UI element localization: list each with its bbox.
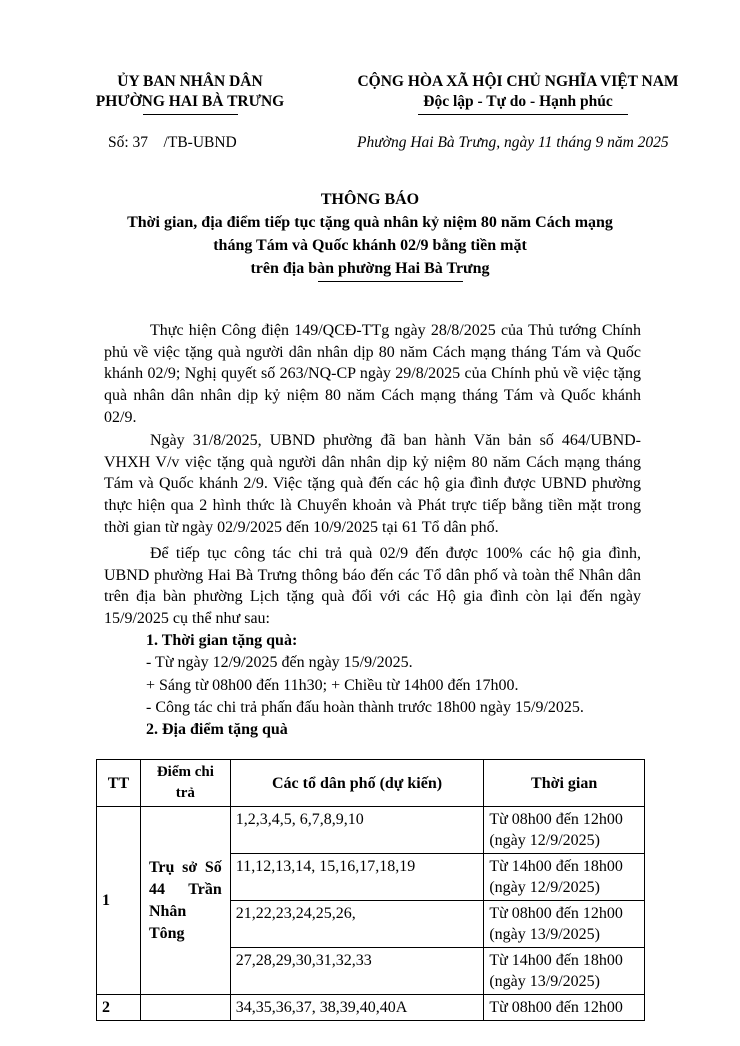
- row-number: 1: [97, 807, 141, 995]
- subject-line-3: trên địa bàn phường Hai Bà Trưng: [250, 260, 490, 277]
- header-tt: TT: [97, 760, 141, 807]
- time-cell: Từ 08h00 đến 12h00: [484, 995, 645, 1021]
- groups-cell: 11,12,13,14, 15,16,17,18,19: [230, 854, 484, 901]
- place-date: Phường Hai Bà Trưng, ngày 11 tháng 9 năm 2025: [357, 134, 669, 151]
- header-time: Thời gian: [484, 760, 645, 807]
- authority-line-1: ỦY BAN NHÂN DÂN: [117, 73, 263, 90]
- national-motto: Độc lập - Tự do - Hạnh phúc: [423, 93, 613, 110]
- groups-cell: 34,35,36,37, 38,39,40,40A: [230, 995, 484, 1021]
- title-underline: [318, 281, 463, 282]
- row-number: 2: [97, 995, 141, 1021]
- header-location: Điểm chi trả: [140, 760, 230, 807]
- section-1-item-2: + Sáng từ 08h00 đến 11h30; + Chiều từ 14h00 đến 17h00.: [146, 677, 519, 694]
- section-2-heading: 2. Địa điểm tặng quà: [146, 721, 288, 738]
- groups-cell: 1,2,3,4,5, 6,7,8,9,10: [230, 807, 484, 854]
- national-heading: [318, 72, 718, 112]
- time-cell: Từ 08h00 đến 12h00 (ngày 13/9/2025): [484, 901, 645, 948]
- subject-line-1: Thời gian, địa điểm tiếp tục tặng quà nhân kỷ niệm 80 năm Cách mạng: [127, 214, 613, 231]
- national-line-1: CỘNG HÒA XÃ HỘI CHỦ NGHĨA VIỆT NAM: [357, 73, 679, 90]
- issuing-authority: [70, 72, 310, 112]
- paragraph-3: Để tiếp tục công tác chi trả quà 02/9 đến được 100% các hộ gia đình, UBND phường Hai Bà Trưng thông báo đến các Tổ dân phố và toàn thể Nhân dân trên địa bàn phường Lịch tặng quà đối với các Hộ gia đình còn lại đến ngày 15/9/2025 cụ thể như sau:: [104, 545, 641, 628]
- time-cell: Từ 14h00 đến 18h00 (ngày 13/9/2025): [484, 948, 645, 995]
- section-1-item-3: - Công tác chi trả phấn đấu hoàn thành trước 18h00 ngày 15/9/2025.: [146, 699, 584, 716]
- paragraph-2: Ngày 31/8/2025, UBND phường đã ban hành Văn bản số 464/UBND-VHXH V/v việc tặng quà người dân nhân dịp kỷ niệm 80 năm Cách mạng tháng Tám và Quốc khánh 2/9. Việc tặng quà đến các hộ gia đình được UBND phường thực hiện qua 2 hình thức là Chuyển khoản và Phát trực tiếp bằng tiền mặt trong thời gian từ ngày 02/9/2025 đến 10/9/2025 tại 61 Tổ dân phố.: [104, 432, 641, 536]
- groups-cell: 21,22,23,24,25,26,: [230, 901, 484, 948]
- section-1-item-1: - Từ ngày 12/9/2025 đến ngày 15/9/2025.: [146, 654, 413, 671]
- subject-line-2: tháng Tám và Quốc khánh 02/9 bằng tiền mặt: [213, 237, 527, 254]
- authority-line-2: PHƯỜNG HAI BÀ TRƯNG: [95, 93, 285, 110]
- paragraph-1: Thực hiện Công điện 149/QCĐ-TTg ngày 28/8/2025 của Thủ tướng Chính phủ về việc tặng quà người dân nhân dịp 80 năm Cách mạng tháng Tám và Quốc khánh 02/9; Nghị quyết số 263/NQ-CP ngày 29/8/2025 của Chính phủ về việc tặng quà nhân dân nhân dịp kỷ niệm 80 năm Cách mạng tháng Tám và Quốc khánh 02/9.: [104, 322, 641, 426]
- table-row: [97, 995, 645, 1021]
- location-cell: Trụ sở Số 44 Trần Nhân Tông: [140, 807, 230, 995]
- header-groups: Các tổ dân phố (dự kiến): [230, 760, 484, 807]
- distribution-schedule-table: [96, 759, 645, 1021]
- groups-cell: 27,28,29,30,31,32,33: [230, 948, 484, 995]
- document-subject: [60, 211, 680, 280]
- table-header-row: [97, 760, 645, 807]
- section-1-heading: 1. Thời gian tặng quà:: [146, 632, 298, 649]
- time-cell: Từ 08h00 đến 12h00 (ngày 12/9/2025): [484, 807, 645, 854]
- location-cell: [140, 995, 230, 1021]
- document-number: Số: 37 /TB-UBND: [108, 134, 237, 151]
- time-cell: Từ 14h00 đến 18h00 (ngày 12/9/2025): [484, 854, 645, 901]
- motto-underline: [418, 114, 628, 115]
- table-row: [97, 807, 645, 854]
- document-title: THÔNG BÁO: [320, 191, 420, 208]
- authority-underline: [143, 114, 238, 115]
